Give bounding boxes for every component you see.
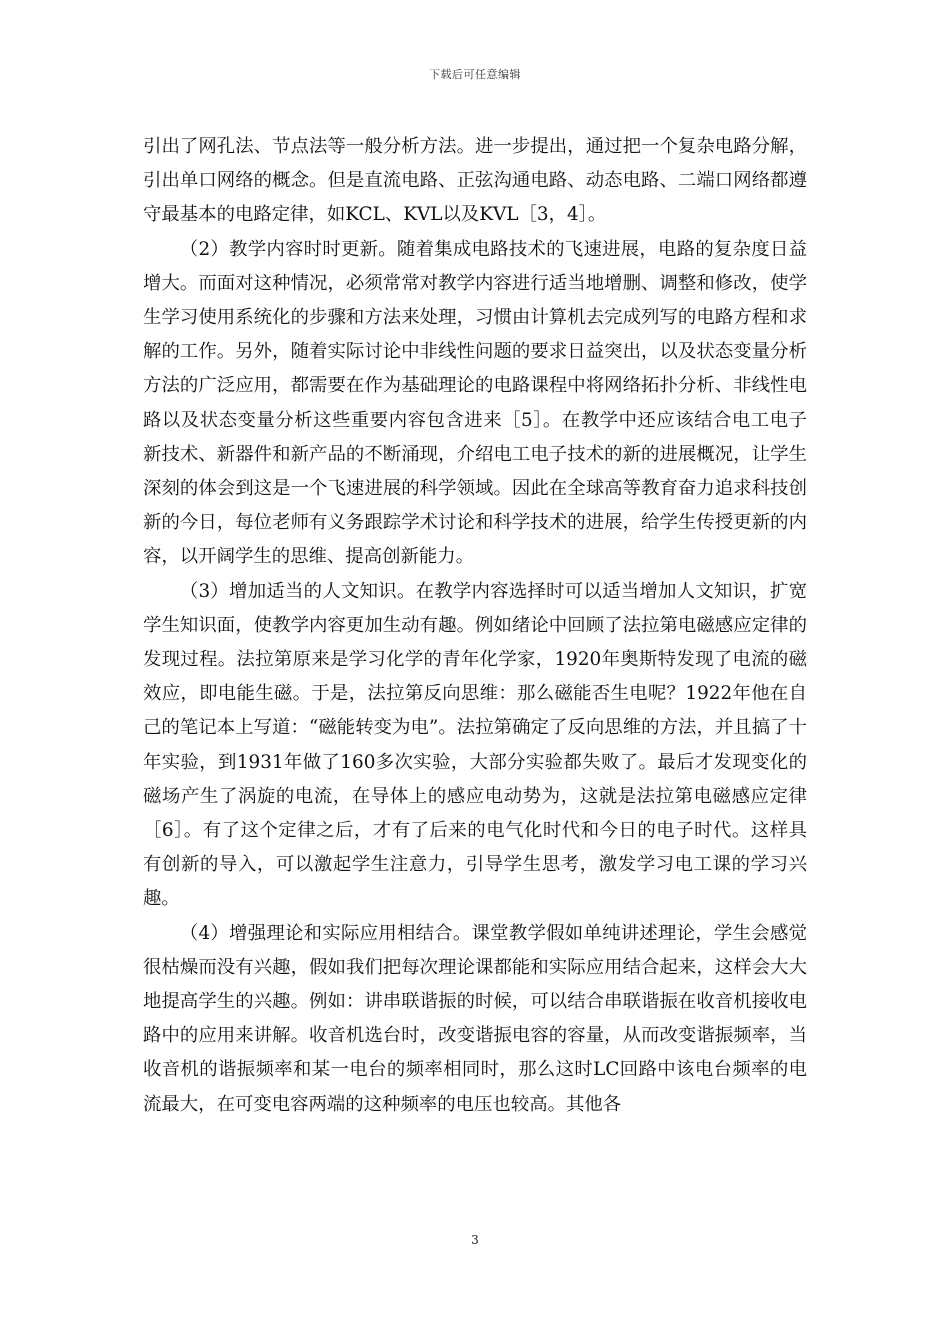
paragraph-2: （2）教学内容时时更新。随着集成电路技术的飞速进展，电路的复杂度日益增大。而面对这种情况，必须常常对教学内容进行适当地增删、调整和修改，使学生学习使用系统化的步骤和方法来处理，习惯由计算机去完成列写的电路方程和求解的工作。另外，随着实际讨论中非线性问题的要求日益突出，以及状态变量分析方法的广泛应用，都需要在作为基础理论的电路课程中将网络拓扑分析、非线性电路以及状态变量分析这些重要内容包含进来［5］。在教学中还应该结合电工电子新技术、新器件和新产品的不断涌现，介绍电工电子技术的新的进展概况，让学生深刻的体会到这是一个飞速进展的科学领域。因此在全球高等教育奋力追求科技创新的今日，每位老师有义务跟踪学术讨论和科学技术的进展，给学生传授更新的内容，以开阔学生的思维、提高创新能力。: [143, 238, 807, 568]
page-number: 3: [471, 1233, 479, 1247]
document-body: [143, 130, 807, 1122]
page-header: 下载后可任意编辑: [429, 68, 521, 81]
paragraph-1: 引出了网孔法、节点法等一般分析方法。进一步提出，通过把一个复杂电路分解，引出单口网络的概念。但是直流电路、正弦沟通电路、动态电路、二端口网络都遵守最基本的电路定律，如KCL、KVL以及KVL［3，4］。: [143, 136, 807, 226]
paragraph-4: （4）增强理论和实际应用相结合。课堂教学假如单纯讲述理论，学生会感觉很枯燥而没有兴趣，假如我们把每次理论课都能和实际应用结合起来，这样会大大地提高学生的兴趣。例如：讲串联谐振的时候，可以结合串联谐振在收音机接收电路中的应用来讲解。收音机选台时，改变谐振电容的容量，从而改变谐振频率，当收音机的谐振频率和某一电台的频率相同时，那么这时LC回路中该电台频率的电流最大，在可变电容两端的这种频率的电压也较高。其他各: [143, 922, 807, 1115]
paragraph-3: （3）增加适当的人文知识。在教学内容选择时可以适当增加人文知识，扩宽学生知识面，使教学内容更加生动有趣。例如绪论中回顾了法拉第电磁感应定律的发现过程。法拉第原来是学习化学的青年化学家，1920年奥斯特发现了电流的磁效应，即电能生磁。于是，法拉第反向思维：那么磁能否生电呢？1922年他在自己的笔记本上写道：“磁能转变为电”。法拉第确定了反向思维的方法，并且搞了十年实验，到1931年做了160多次实验，大部分实验都失败了。最后才发现变化的磁场产生了涡旋的电流，在导体上的感应电动势为，这就是法拉第电磁感应定律［6］。有了这个定律之后，才有了后来的电气化时代和今日的电子时代。这样具有创新的导入，可以激起学生注意力，引导学生思考，激发学习电工课的学习兴趣。: [143, 580, 807, 910]
